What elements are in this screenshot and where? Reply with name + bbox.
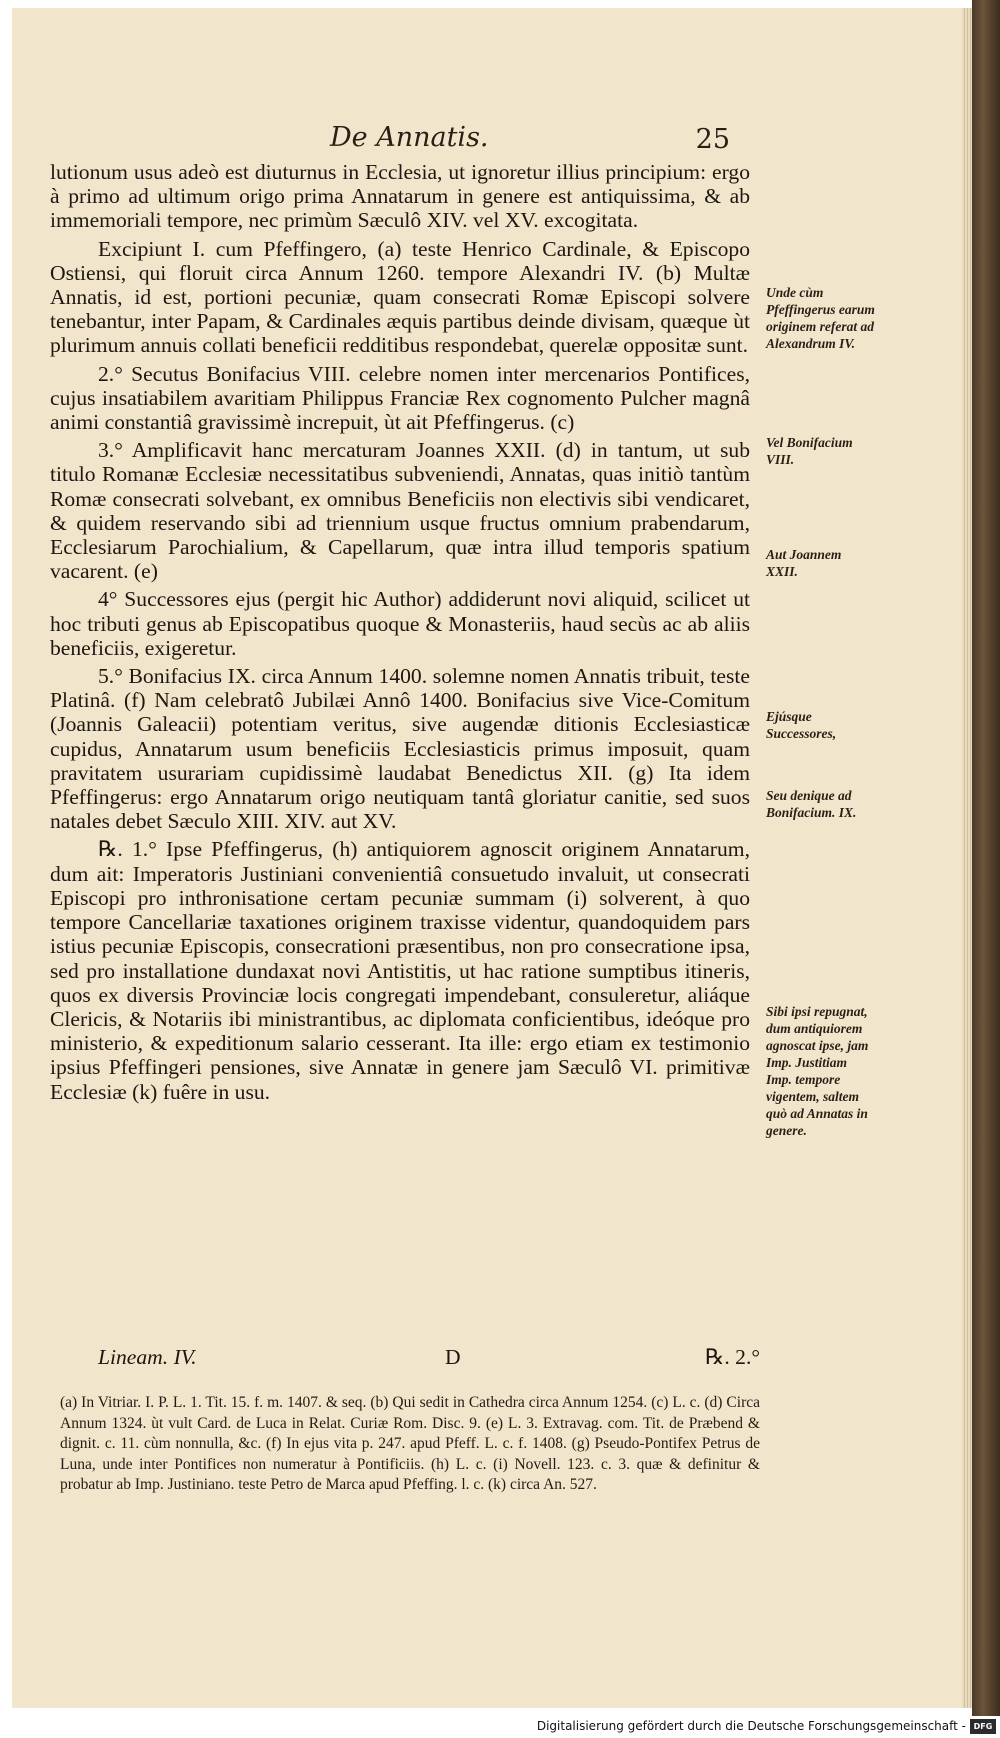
paragraph: 4° Successores ejus (pergit hic Author) addiderunt novi aliquid, scilicet ut hoc tributi genus ab Episcopatibus quoque & Monasteriis, haud secùs ac ab aliis beneficiis, exigeretur. <box>50 587 750 660</box>
paragraph: ℞. 1.° Ipse Pfeffingerus, (h) antiquiorem agnoscit originem Annatarum, dum ait: Imperatoris Justiniani convenientiâ consuetudo invaluit, ut consecrati Episcopi pro inthronisatione certam pecuniæ summam (i) solverent, à quo tempore Cancellariæ taxationes originem traxisse videntur, quandoquidem pars istius pecuniæ Episcopis, consecrationi præsentibus, non pro consecratione ipsa, sed pro installatione dundaxat novi Antistitis, ut hac ratione sumptibus itineris, quos ex diversis Provinciæ locis congregati impendebant, consuleretur, aliáque Clericis, & Notariis ibi ministrantibus, ac diplomata conficientibus, ideóque pro ministerio, & expeditionum salario cesserant. Ita ille: ergo etiam ex testimonio ipsius Pfeffingeri pensiones, sive Annatæ in genere jam Sæculô VI. primitivæ Ecclesiæ (k) fuêre in usu. <box>50 837 750 1104</box>
dfg-logo: DFG <box>970 1719 996 1734</box>
catchword-right: ℞. 2.° <box>705 1345 760 1369</box>
margin-note: Ejúsque Successores, <box>766 709 837 741</box>
signature-mark: D <box>445 1345 461 1369</box>
footnote-text: (a) In Vitriar. I. P. L. 1. Tit. 15. f. m. 1407. & seq. (b) Qui sedit in Cathedra circa Annum 1254. (c) L. c. (d) Circa Annum 1324. ùt vult Card. de Luca in Relat. Curiæ Rom. Disc. 9. (e) L. 3. Extravag. com. Tit. de Præbend & dignit. c. 11. cùm nonnulla, &c. (f) In ejus vita p. 247. apud Pfeff. L. c. f. 1408. (g) Pseudo-Pontifex Petrus de Luna, unde inter Pontifices non numeratur à Pontificiis. (h) L. c. (i) Novell. 123. c. 3. quæ & definitur & probatur ab Imp. Justiniano. teste Petro de Marca apud Pfeffing. l. c. (k) circa An. 527. <box>60 1394 760 1493</box>
book-spine <box>972 0 1000 1738</box>
margin-note: Vel Bonifacium VIII. <box>766 435 853 467</box>
running-head: De Annatis. <box>330 122 489 153</box>
body-text <box>50 160 750 1104</box>
page-number: 25 <box>695 124 730 155</box>
margin-note: Seu denique ad Bonifacium. IX. <box>766 788 857 820</box>
credit-bar <box>0 1716 1000 1738</box>
paragraph: Excipiunt I. cum Pfeffingero, (a) teste Henrico Cardinale, & Episcopo Ostiensi, qui floruit circa Annum 1260. tempore Alexandri IV. (b) Multæ Annatis, id est, portioni pecuniæ, quam consecrati Romæ Episcopi solvere tenebantur, inter Papam, & Cardinales æquis partibus deinde divisam, quæque ùt plurimum annuis collati beneficii redditibus respondebat, querelæ oppositæ sunt. <box>50 236 750 358</box>
catchword-left: Lineam. IV. <box>98 1345 197 1369</box>
catchword-line <box>50 1345 760 1373</box>
paragraph: 5.° Bonifacius IX. circa Annum 1400. solemne nomen Annatis tribuit, teste Platinâ. (f) Nam celebratô Jubilæi Annô 1400. Bonifacius sive Vice-Comitum (Joannis Galeacii) potentiam veritus, sive augendæ ditionis Ecclesiasticæ cupidus, Annatarum usum beneficiis Ecclesiasticis primus imposuit, quam pravitatem usurariam cupidissimè laudabat Benedictus XII. (g) Ita idem Pfeffingerus: ergo Annatarum origo neutiquam tantâ gloriatur canitie, sed suos natales debet Sæculo XIII. XIV. aut XV. <box>50 664 750 834</box>
margin-note: Sibi ipsi repugnat, dum antiquiorem agnoscat ipse, jam Imp. Justitiam Imp. tempore vigentem, saltem quò ad Annatas in genere. <box>766 1004 869 1138</box>
page-header <box>50 122 730 156</box>
paragraph: 3.° Amplificavit hanc mercaturam Joannes XXII. (d) in tantum, ut sub titulo Romanæ Ecclesiæ necessitatibus subveniendi, Annatas, quas initiò tantùm Romæ consecrati solvebant, ex omnibus Beneficiis non electivis sibi vendicaret, & quidem reservando sibi ad triennium usque fructus omnium prabendarum, Ecclesiarum Parochialium, & Capellarum, quæ intra illud temporis spatium vacarent. (e) <box>50 438 750 584</box>
digitization-credit: Digitalisierung gefördert durch die Deutsche Forschungsgemeinschaft - <box>536 1719 966 1733</box>
margin-note: Unde cùm Pfeffingerus earum originem referat ad Alexandrum IV. <box>766 285 875 351</box>
paragraph: 2.° Secutus Bonifacius VIII. celebre nomen inter mercenarios Pontifices, cujus insatiabilem avaritiam Philippus Franciæ Rex cognomento Pulcher magnâ animi constantiâ gravissimè increpuit, ùt ait Pfeffingerus. (c) <box>50 361 750 435</box>
paragraph: lutionum usus adeò est diuturnus in Ecclesia, ut ignoretur illius principium: ergo à primo ad ultimum origo prima Annatarum in genere est antiquissima, & ab immemoriali tempore, nec primùm Sæculô XIV. vel XV. excogitata. <box>50 160 750 233</box>
margin-note: Aut Joannem XXII. <box>766 547 842 579</box>
footnotes <box>60 1393 760 1496</box>
